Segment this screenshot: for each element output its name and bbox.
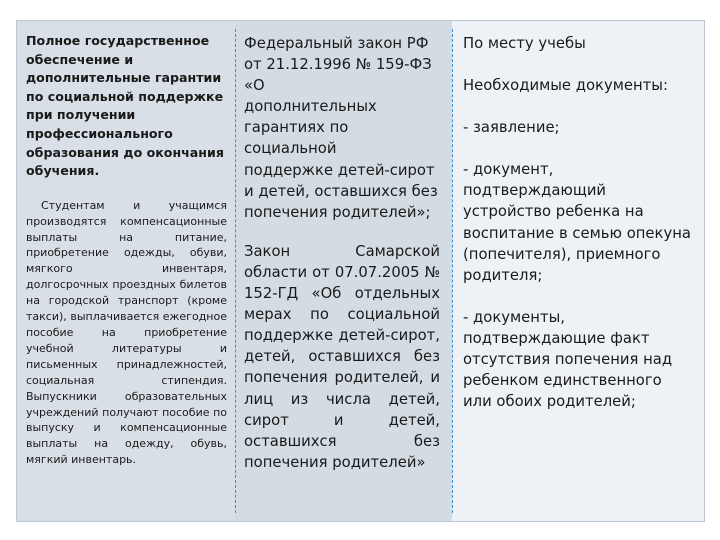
slide-table <box>16 20 705 522</box>
left-column <box>17 21 235 521</box>
document-item-no-guardianship: - документы, подтверждающие факт отсутствия попечения над ребенком единственного или обоих родителей; <box>463 308 673 411</box>
regional-law-text: Закон Самарской области от 07.07.2005 № 152-ГД «Об отдельных мерах по социальной поддержке детей-сирот, детей, оставшихся без попечения родителей, и лиц из числа детей, сирот и детей, оставшихся без попечения родителей» <box>244 242 440 471</box>
federal-law-text: Федеральный закон РФ от 21.12.1996 № 159-ФЗ «О дополнительных гарантиях по социальной поддержке детей-сирот и детей, оставшихся без попечения родителей»; <box>244 35 438 221</box>
column-divider <box>452 29 453 513</box>
right-column <box>452 21 704 521</box>
middle-column <box>235 21 452 521</box>
documents-title: Необходимые документы: <box>463 77 668 95</box>
document-item-application: - заявление; <box>463 119 560 137</box>
document-item-placement: - документ, подтверждающий устройство ребенка на воспитание в семью опекуна (попечителя), приемного родителя; <box>463 161 691 284</box>
benefit-heading: Полное государственное обеспечение и дополнительные гарантии по социальной поддержке при получении профессионального образования до окончания обучения. <box>26 33 224 179</box>
place-of-application: По месту учебы <box>463 35 586 52</box>
benefit-description: Студентам и учащимся производятся компенсационные выплаты на питание, приобретение одежды, обуви, мягкого инвентаря, долгосрочных проездных билетов на городской транспорт (кроме такси), выплачивается ежегодное пособие на приобретение учебной литературы и письменных принадлежностей, социальная стипендия. Выпускники образовательных учреждений получают пособие по выпуску и компенсационные выплаты на одежду, обувь, мягкий инвентарь. <box>26 198 227 467</box>
column-divider <box>235 29 236 513</box>
